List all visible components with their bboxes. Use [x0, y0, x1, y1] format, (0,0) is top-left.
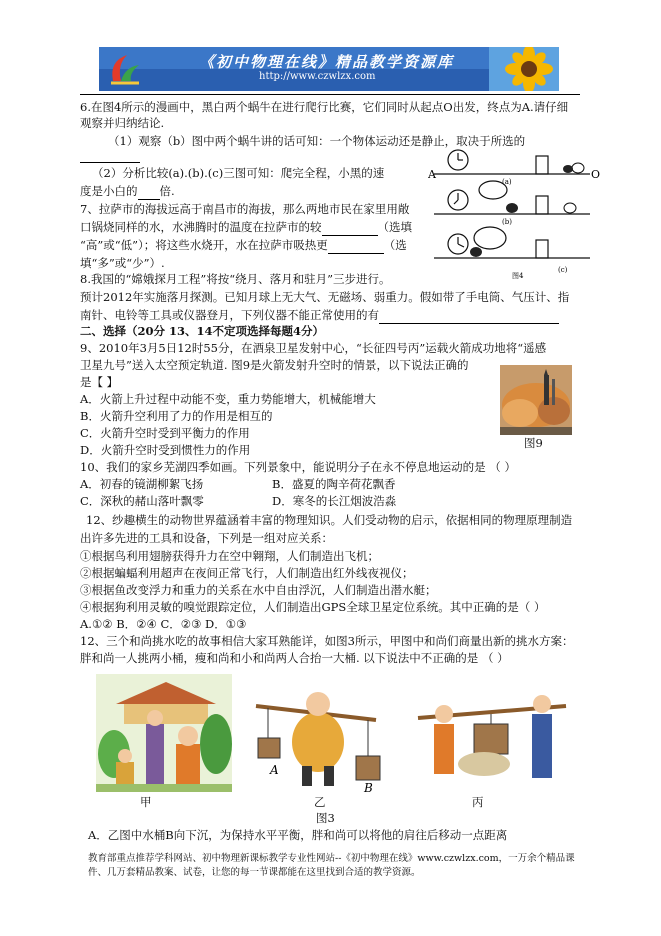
q7-line3b-text: （选 [383, 238, 407, 252]
q12a-item1: ①根据鸟利用翅膀获得升力在空中翱翔，人们制造出飞机； [80, 549, 379, 563]
page-footer: 教育部重点推荐学科网站、初中物理新课标教学专业性网站--《初中物理在线》www.czwlzx.com，一万余个精品课件、几万套精品教案、试卷，让您的每一节课都能在这里找到合适的教学资源。 [88, 853, 575, 878]
q9-line3: 是【 】 [80, 375, 119, 389]
q7-line2-text: 口锅烧同样的水，水沸腾时的温度在拉萨市的较 [80, 220, 322, 234]
q7-line3 [80, 238, 407, 254]
q12a-item4: ④根据狗利用灵敏的嗅觉跟踪定位，人们制造出GPS全球卫星定位系统。其中正确的是（ ） [80, 600, 546, 614]
q7-line2 [80, 220, 412, 236]
q7-answer-blank-1[interactable] [322, 220, 378, 236]
figure-4 [428, 148, 600, 284]
header-rule [80, 94, 580, 95]
q9-option-a[interactable]: A．火箭上升过程中动能不变，重力势能增大，机械能增大 [80, 392, 376, 406]
banner-url[interactable]: http://www.czwlzx.com [259, 71, 376, 82]
q8-line3-text: 南针、电铃等工具或仪器登月，下列仪器不能正常使用的有 [80, 308, 379, 322]
figure-3-panel-bing [414, 684, 574, 792]
fig3-label-jia: 甲 [140, 795, 152, 809]
q7-line3-text: “高”或“低”）；将这些水烧开，水在拉萨市吸热更 [80, 238, 328, 252]
q12a-item3: ③根据鱼改变浮力和重力的关系在水中自由浮沉，人们制造出潜水艇； [80, 583, 437, 597]
q7-line4: 填“多”或“少”）. [80, 256, 165, 270]
fig3-label-B: B [364, 781, 373, 792]
q12b-option-a[interactable]: A．乙图中水桶B向下沉，为保持水平平衡，胖和尚可以将他的肩往后移动一点距离 [88, 828, 508, 842]
q8-line2: 预计2012年实施落月探测。已知月球上无大气、无磁场、弱重力。假如带了手电筒、气压计、指 [80, 290, 570, 304]
fig4-caption-a: (a) [502, 178, 512, 186]
q9-line1: 9、2010年3月5日12时55分，在酒泉卫星发射中心，“长征四号丙”运载火箭成功地将“遥感 [80, 341, 547, 355]
q6-sub2: （2）分析比较(a).(b).(c)三图可知：爬完全程，小黑的速 [92, 166, 385, 180]
q12a-line2: 出许多先进的工具和设备，下列是一组对应关系： [80, 531, 333, 545]
fig4-caption-c: (c) [558, 266, 568, 274]
q7-line1: 7、拉萨市的海拔远高于南昌市的海拔，那么两地市民在家里用敞 [80, 202, 410, 216]
q12a-line1: 12、纱趣横生的动物世界蕴涵着丰富的物理知识。人们受动物的启示，依据相同的物理原理制造 [86, 513, 573, 527]
q8-line3 [80, 308, 559, 324]
q12b-line1: 12、三个和尚挑水吃的故事相信大家耳熟能详，如图3所示，甲图中和尚们商量出新的挑水方案： [80, 634, 574, 648]
q6-answer-blank-2[interactable] [138, 184, 160, 200]
q10-stem: 10、我们的家乡芜湖四季如画。下列景象中，能说明分子在永不停息地运动的是 （ ） [80, 460, 516, 474]
section-2-title: 二、选择（20分 13、14不定项选择每题4分） [80, 324, 325, 338]
banner-title: 《初中物理在线》精品教学资源库 [199, 53, 455, 71]
fig3-label-yi: 乙 [314, 795, 326, 809]
q8-line1: 8.我国的“嫦娥探月工程”将按“绕月、落月和驻月”三步进行。 [80, 272, 391, 286]
fig3-label-bing: 丙 [472, 795, 484, 809]
q9-line2: 卫星九号”送入太空预定轨道. 图9是火箭发射升空时的情景，以下说法正确的 [80, 358, 469, 372]
q8-answer-blank[interactable] [379, 308, 559, 324]
q12a-item2: ②根据蝙蝠利用超声在夜间正常飞行，人们制造出红外线夜视仪； [80, 566, 414, 580]
q6-line2: 观察并归纳结论. [80, 116, 165, 130]
q6-sub2c-text: 倍. [159, 184, 175, 198]
q12b-line2: 胖和尚一人挑两小桶，瘦和尚和小和尚两人合抬一大桶. 以下说法中不正确的是 （ ） [80, 651, 509, 665]
q10-option-a[interactable]: A．初春的镜湖柳絮飞扬 [80, 477, 204, 491]
figure-3-caption: 图3 [316, 811, 335, 825]
figure-3-panel-jia [96, 674, 232, 792]
fig4-title: 图4 [512, 272, 524, 280]
figure-9-caption: 图9 [524, 436, 543, 450]
q6-sub2b [80, 184, 175, 200]
q7-line2b-text: （选填 [377, 220, 412, 234]
fig3-label-A: A [270, 763, 279, 777]
q6-line1: 6.在图4所示的漫画中，黑白两个蜗牛在进行爬行比赛，它们同时从起点O出发，终点为A.请仔细 [80, 100, 569, 114]
fig4-caption-b: (b) [502, 218, 512, 226]
q9-option-d[interactable]: D．火箭升空时受到惯性力的作用 [80, 443, 251, 457]
q7-answer-blank-2[interactable] [328, 238, 384, 254]
q6-sub1: （1）观察（b）图中两个蜗牛讲的话可知：一个物体运动还是静止，取决于所选的 [108, 134, 526, 148]
figure-3-panel-yi [252, 680, 382, 792]
q6-sub2b-text: 度是小白的 [80, 184, 138, 198]
sunflower-icon [489, 47, 559, 91]
q10-option-d[interactable]: D．寒冬的长江烟波浩淼 [272, 494, 397, 508]
header-banner [99, 47, 559, 91]
q12a-options[interactable]: A.①② B．②④ C．②③ D．①③ [80, 617, 247, 631]
q10-option-b[interactable]: B．盛夏的陶辛荷花飘香 [272, 477, 396, 491]
fig4-label-a: A [428, 168, 436, 181]
q6-answer-blank-1[interactable] [80, 162, 140, 163]
q9-option-b[interactable]: B．火箭升空利用了力的作用是相互的 [80, 409, 273, 423]
figure-9-rocket-launch [500, 365, 572, 435]
q10-option-c[interactable]: C．深秋的赭山落叶飘零 [80, 494, 204, 508]
fig4-label-o: O [591, 168, 600, 181]
q9-option-c[interactable]: C．火箭升空时受到平衡力的作用 [80, 426, 250, 440]
site-logo-icon [105, 51, 145, 87]
